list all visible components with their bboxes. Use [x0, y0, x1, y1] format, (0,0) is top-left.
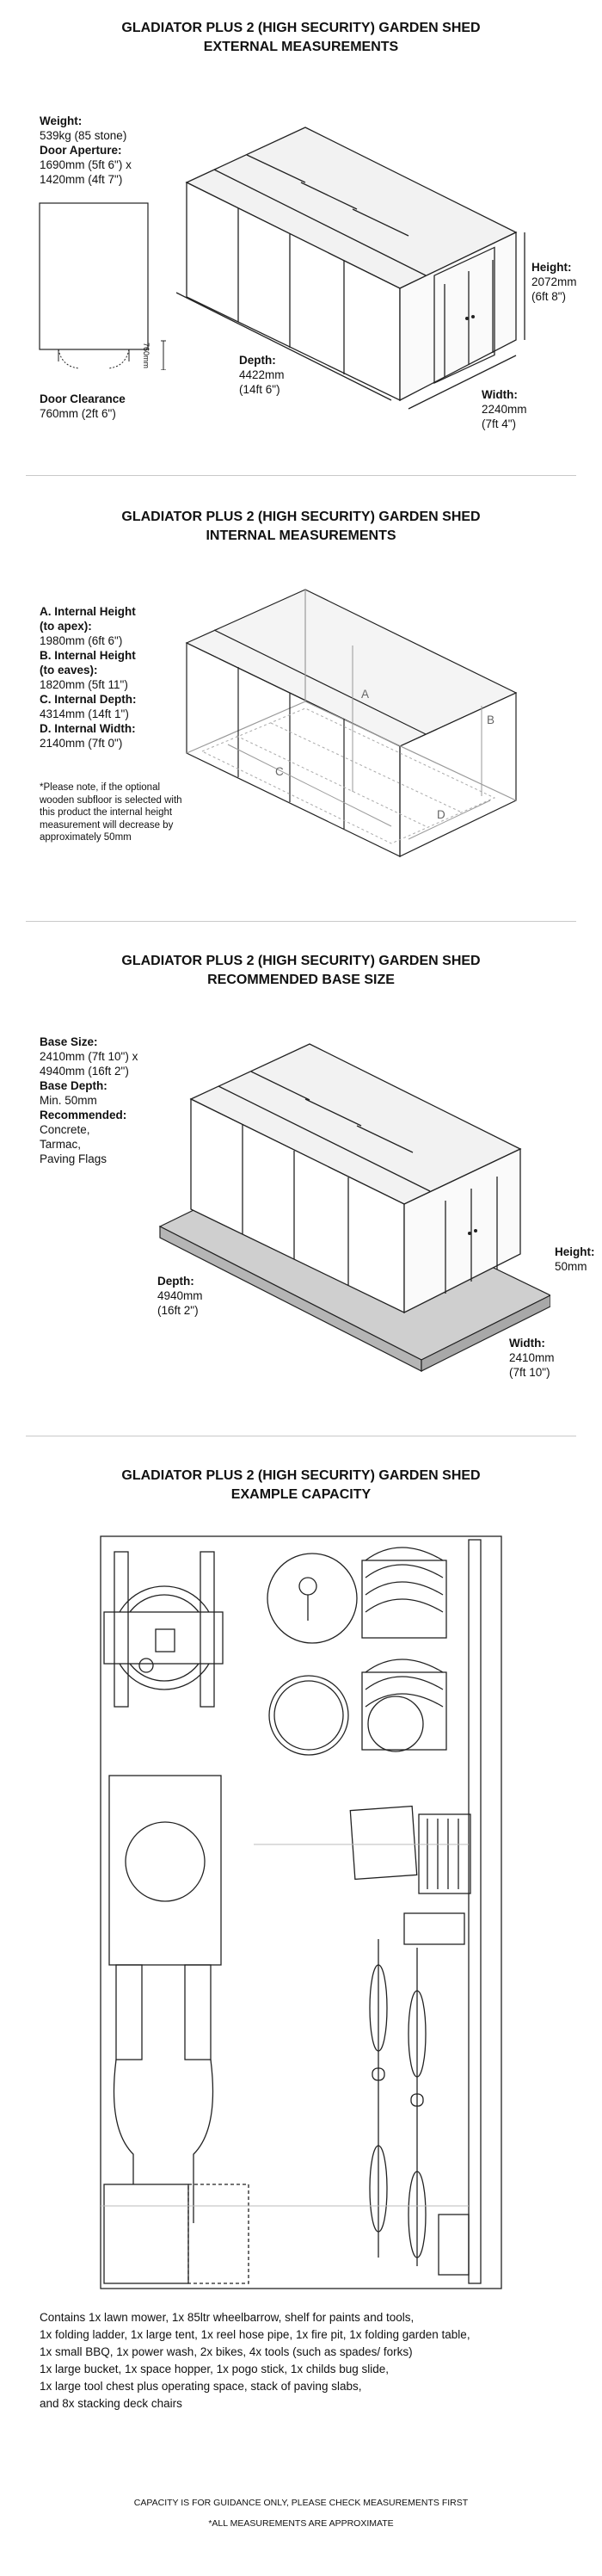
capacity-title-line2: EXAMPLE CAPACITY — [230, 1487, 372, 1502]
a-label: A. Internal Height — [40, 605, 136, 618]
external-width-value-1: 2240mm — [482, 403, 527, 416]
base-depth-dim-label: Depth: — [157, 1275, 194, 1288]
base-depth-value: Min. 50mm — [40, 1094, 97, 1107]
internal-title-line1: GLADIATOR PLUS 2 (HIGH SECURITY) GARDEN SHED — [121, 510, 481, 524]
base-width — [509, 1336, 555, 1380]
door-aperture-label: Door Aperture: — [40, 144, 122, 157]
recommended-2: Tarmac, — [40, 1138, 82, 1151]
d-value: 2140mm (7ft 0") — [40, 737, 123, 750]
recommended-3: Paving Flags — [40, 1152, 108, 1165]
marker-a: A — [361, 688, 370, 701]
marker-d: D — [437, 808, 445, 821]
weight-label: Weight: — [40, 114, 83, 127]
base-depth-label: Base Depth: — [40, 1079, 108, 1092]
external-title-line2: EXTERNAL MEASUREMENTS — [203, 40, 399, 54]
door-clearance-label: Door Clearance — [40, 392, 126, 405]
external-height-label: Height: — [531, 261, 572, 274]
base-height — [555, 1245, 595, 1274]
base-depth — [157, 1274, 203, 1318]
b-label-2: (to eaves): — [40, 664, 98, 676]
capacity-line-3: 1x small BBQ, 1x power wash, 2x bikes, 4x tools (such as spades/ forks) — [40, 2345, 413, 2358]
external-depth — [239, 353, 285, 397]
a-value: 1980mm (6ft 6") — [40, 634, 123, 647]
base-size-value-1: 2410mm (7ft 10") x — [40, 1050, 138, 1063]
base-shed-drawing — [155, 1020, 550, 1399]
capacity-line-4: 1x large bucket, 1x space hopper, 1x pogo stick, 1x childs bug slide, — [40, 2363, 389, 2375]
capacity-description — [40, 2309, 573, 2412]
external-width — [482, 387, 527, 431]
door-aperture-value-2: 1420mm (4ft 7") — [40, 173, 123, 186]
base-title-line1: GLADIATOR PLUS 2 (HIGH SECURITY) GARDEN SHED — [121, 954, 481, 968]
door-clearance-value: 760mm (2ft 6") — [40, 407, 116, 420]
c-label: C. Internal Depth: — [40, 693, 137, 706]
d-label: D. Internal Width: — [40, 722, 136, 735]
base-width-label: Width: — [509, 1337, 545, 1350]
base-size-label: Base Size: — [40, 1035, 98, 1048]
c-value: 4314mm (14ft 1") — [40, 707, 129, 720]
capacity-title-line1: GLADIATOR PLUS 2 (HIGH SECURITY) GARDEN SHED — [121, 1468, 481, 1483]
door-clearance-dim: 760mm — [142, 343, 150, 369]
external-depth-value-1: 4422mm — [239, 368, 285, 381]
internal-note: *Please note, if the optional wooden subfloor is selected with this product the internal height measurement will decrease by approximately 50mm — [40, 782, 182, 843]
external-specs — [40, 114, 132, 187]
b-value: 1820mm (5ft 11") — [40, 678, 128, 691]
footer-guidance: CAPACITY IS FOR GUIDANCE ONLY, PLEASE CHECK MEASUREMENTS FIRST — [133, 2498, 469, 2508]
base-width-value-1: 2410mm — [509, 1351, 555, 1364]
external-height-value-2: (6ft 8") — [531, 290, 567, 303]
base-depth-dim-value-2: (16ft 2") — [157, 1304, 199, 1317]
recommended-1: Concrete, — [40, 1123, 90, 1136]
external-depth-value-2: (14ft 6") — [239, 383, 280, 396]
external-width-value-2: (7ft 4") — [482, 417, 517, 430]
external-width-label: Width: — [482, 388, 518, 401]
door-clearance — [40, 392, 126, 421]
external-title-line1: GLADIATOR PLUS 2 (HIGH SECURITY) GARDEN SHED — [121, 21, 481, 35]
base-height-value: 50mm — [555, 1260, 587, 1273]
divider-1 — [26, 475, 576, 476]
capacity-line-2: 1x folding ladder, 1x large tent, 1x reel hose pipe, 1x fire pit, 1x folding garden table, — [40, 2328, 470, 2341]
door-aperture-value-1: 1690mm (5ft 6") x — [40, 158, 132, 171]
marker-b: B — [487, 713, 495, 726]
weight-value: 539kg (85 stone) — [40, 129, 127, 142]
base-width-value-2: (7ft 10") — [509, 1366, 550, 1379]
divider-2 — [26, 921, 576, 922]
base-title-line2: RECOMMENDED BASE SIZE — [207, 973, 395, 987]
external-shed-drawing — [176, 112, 538, 422]
internal-specs — [40, 604, 137, 751]
capacity-line-1: Contains 1x lawn mower, 1x 85ltr wheelbarrow, shelf for paints and tools, — [40, 2311, 415, 2324]
base-height-label: Height: — [555, 1245, 595, 1258]
capacity-floor-plan — [99, 1535, 503, 2290]
internal-shed-drawing — [176, 581, 538, 874]
capacity-line-6: and 8x stacking deck chairs — [40, 2397, 182, 2410]
recommended-label: Recommended: — [40, 1109, 127, 1121]
base-size-value-2: 4940mm (16ft 2") — [40, 1065, 129, 1078]
marker-c: C — [275, 765, 284, 778]
base-specs — [40, 1035, 138, 1166]
base-depth-dim-value-1: 4940mm — [157, 1289, 203, 1302]
internal-title-line2: INTERNAL MEASUREMENTS — [206, 528, 396, 543]
external-height — [531, 260, 577, 304]
b-label: B. Internal Height — [40, 649, 136, 662]
footer-approximate: *ALL MEASUREMENTS ARE APPROXIMATE — [208, 2518, 394, 2529]
a-label-2: (to apex): — [40, 620, 92, 633]
external-height-value-1: 2072mm — [531, 275, 577, 288]
external-depth-label: Depth: — [239, 354, 276, 367]
capacity-line-5: 1x large tool chest plus operating space, stack of paving slabs, — [40, 2380, 362, 2393]
